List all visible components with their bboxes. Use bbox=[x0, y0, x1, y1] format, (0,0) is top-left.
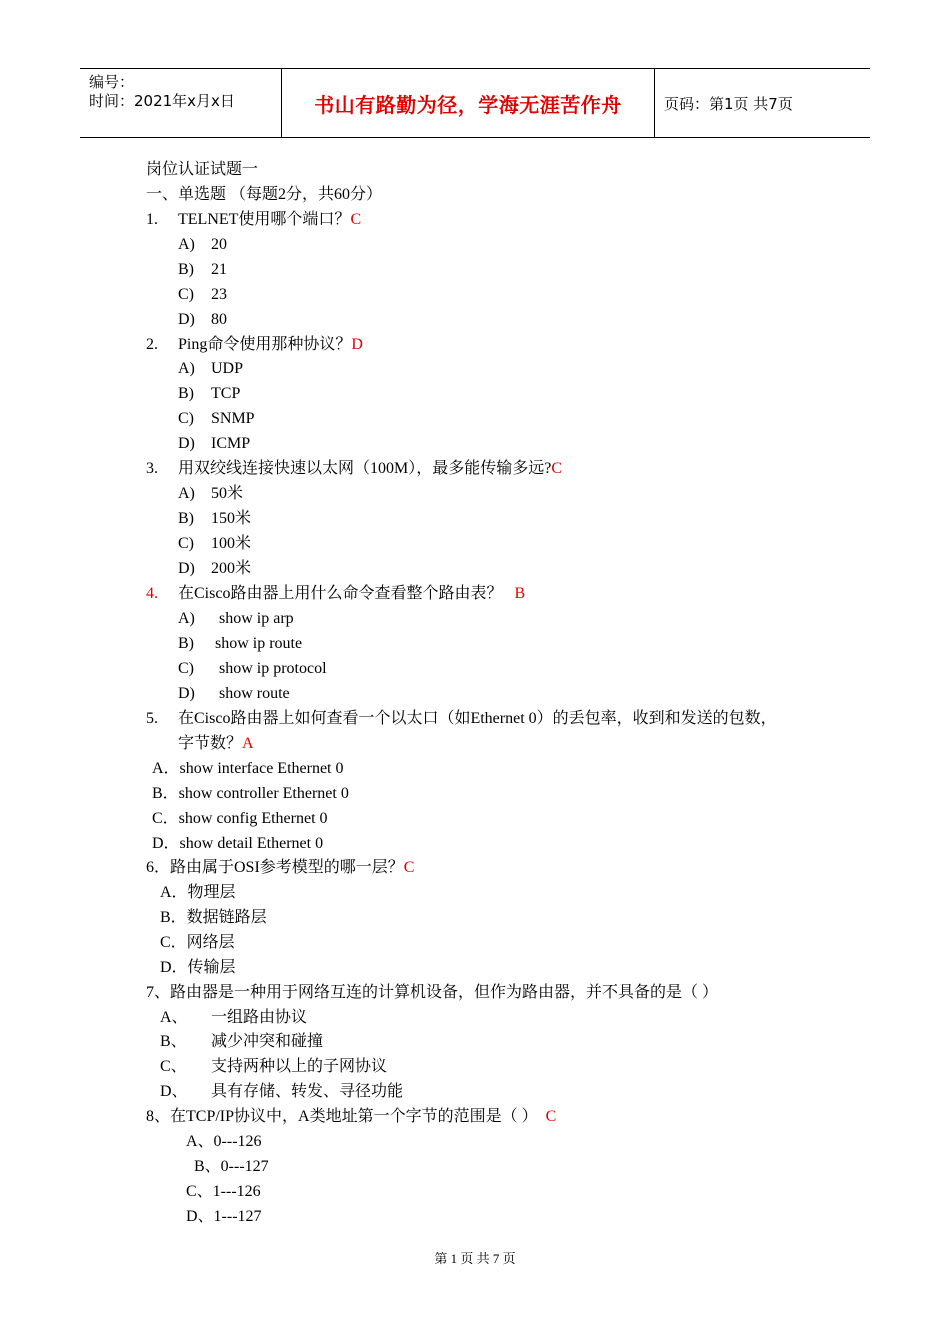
q3-number: 3. bbox=[146, 460, 158, 477]
q2-text: Ping命令使用那种协议？ bbox=[178, 336, 352, 353]
q5-option-c: C．show config Ethernet 0 bbox=[152, 810, 328, 827]
q3-option-d: 200米 bbox=[211, 560, 252, 577]
q3-option-d-label: D) bbox=[178, 560, 195, 577]
q4-text: 在Cisco路由器上用什么命令查看整个路由表？ bbox=[178, 585, 503, 602]
q1-answer: C bbox=[350, 211, 362, 228]
q1-option-b-label: B) bbox=[178, 261, 194, 278]
header-page-info: 页码：第1页 共7页 bbox=[664, 95, 793, 113]
q7-option-b: 减少冲突和碰撞 bbox=[211, 1033, 324, 1050]
q2-number: 2. bbox=[146, 336, 158, 353]
q3-option-a: 50米 bbox=[211, 485, 244, 502]
q5-question-cont bbox=[178, 734, 254, 754]
q8-text: 8、在TCP/IP协议中，A类地址第一个字节的范围是（ ） bbox=[146, 1108, 538, 1125]
q2-option-b-label: B) bbox=[178, 385, 194, 402]
q8-answer: C bbox=[545, 1108, 557, 1125]
q7-option-a: 一组路由协议 bbox=[211, 1009, 308, 1026]
q7-option-c-label: C、 bbox=[160, 1058, 187, 1075]
header-motto-cell bbox=[281, 69, 655, 137]
q2-answer: D bbox=[351, 336, 363, 353]
q1-text: TELNET使用哪个端口？ bbox=[178, 211, 351, 228]
q1-option-b: 21 bbox=[211, 261, 227, 278]
q4-option-c: show ip protocol bbox=[219, 660, 327, 677]
q4-option-b-label: B) bbox=[178, 635, 194, 652]
q5-option-b: B．show controller Ethernet 0 bbox=[152, 785, 349, 802]
header-motto: 书山有路勤为径，学海无涯苦作舟 bbox=[314, 93, 622, 117]
q3-question bbox=[178, 459, 562, 479]
q3-option-b-label: B) bbox=[178, 510, 194, 527]
q6-text: 6．路由属于OSI参考模型的哪一层？ bbox=[146, 859, 404, 876]
q6-option-b: B．数据链路层 bbox=[160, 909, 267, 926]
q1-option-a: 20 bbox=[211, 236, 227, 253]
q1-number: 1. bbox=[146, 211, 158, 228]
q3-option-a-label: A) bbox=[178, 485, 195, 502]
q5-text: 在Cisco路由器上如何查看一个以太口（如Ethernet 0）的丢包率，收到和发送的包数， bbox=[178, 710, 777, 727]
q6-question bbox=[146, 858, 414, 878]
q1-option-a-label: A) bbox=[178, 236, 195, 253]
page-footer: 第 1 页 共 7 页 bbox=[434, 1251, 516, 1266]
document-title: 岗位认证试题一 bbox=[146, 161, 259, 178]
q8-option-d: D、1---127 bbox=[186, 1208, 262, 1225]
q5-option-a: A．show interface Ethernet 0 bbox=[152, 760, 344, 777]
doc-number-label: 编号： bbox=[89, 73, 135, 91]
q2-option-a: UDP bbox=[211, 360, 244, 377]
q4-option-c-label: C) bbox=[178, 660, 194, 677]
q1-option-d: 80 bbox=[211, 311, 227, 328]
q5-answer: A bbox=[242, 735, 254, 752]
q5-option-d: D．show detail Ethernet 0 bbox=[152, 835, 324, 852]
q3-option-c-label: C) bbox=[178, 535, 194, 552]
q6-option-a: A．物理层 bbox=[160, 884, 236, 901]
q2-option-b: TCP bbox=[211, 385, 241, 402]
q4-answer: B bbox=[514, 585, 526, 602]
q8-option-a: A、0---126 bbox=[186, 1133, 262, 1150]
q4-option-d-label: D) bbox=[178, 685, 195, 702]
q7-option-b-label: B、 bbox=[160, 1033, 187, 1050]
q8-option-c: C、1---126 bbox=[186, 1183, 261, 1200]
page-header bbox=[80, 68, 870, 138]
q7-option-a-label: A、 bbox=[160, 1009, 188, 1026]
q8-question bbox=[146, 1107, 556, 1127]
q2-option-c-label: C) bbox=[178, 410, 194, 427]
q1-question bbox=[178, 210, 361, 230]
q5-number: 5. bbox=[146, 710, 158, 727]
header-page-cell bbox=[655, 69, 870, 137]
q2-question bbox=[178, 335, 363, 355]
q3-option-b: 150米 bbox=[211, 510, 252, 527]
q2-option-a-label: A) bbox=[178, 360, 195, 377]
section-heading: 一、单选题 （每题2分，共60分） bbox=[146, 186, 383, 203]
q2-option-d: ICMP bbox=[211, 435, 251, 452]
q3-option-c: 100米 bbox=[211, 535, 252, 552]
q5-text-cont: 字节数？ bbox=[178, 735, 243, 752]
q7-option-d: 具有存储、转发、寻径功能 bbox=[211, 1083, 404, 1100]
q3-text: 用双绞线连接快速以太网（100M），最多能传输多远? bbox=[178, 460, 552, 477]
q1-option-c-label: C) bbox=[178, 286, 194, 303]
doc-date: 时间：2021年x月x日 bbox=[89, 92, 235, 110]
q6-option-d: D．传输层 bbox=[160, 959, 236, 976]
q2-option-d-label: D) bbox=[178, 435, 195, 452]
q8-option-b: B、0---127 bbox=[194, 1158, 269, 1175]
q4-question bbox=[178, 584, 525, 604]
q3-answer: C bbox=[551, 460, 563, 477]
q4-option-a-label: A) bbox=[178, 610, 195, 627]
q1-option-c: 23 bbox=[211, 286, 227, 303]
q2-option-c: SNMP bbox=[211, 410, 255, 427]
q4-option-d: show route bbox=[219, 685, 290, 702]
q7-option-c: 支持两种以上的子网协议 bbox=[211, 1058, 388, 1075]
q1-option-d-label: D) bbox=[178, 311, 195, 328]
q6-answer: C bbox=[403, 859, 415, 876]
header-info-cell bbox=[80, 69, 280, 137]
q4-option-b: show ip route bbox=[215, 635, 303, 652]
q7-text: 7、路由器是一种用于网络互连的计算机设备，但作为路由器，并不具备的是（ ） bbox=[146, 984, 719, 1001]
q6-option-c: C．网络层 bbox=[160, 934, 235, 951]
q7-option-d-label: D、 bbox=[160, 1083, 188, 1100]
q4-number: 4. bbox=[146, 585, 158, 602]
q4-option-a: show ip arp bbox=[219, 610, 294, 627]
